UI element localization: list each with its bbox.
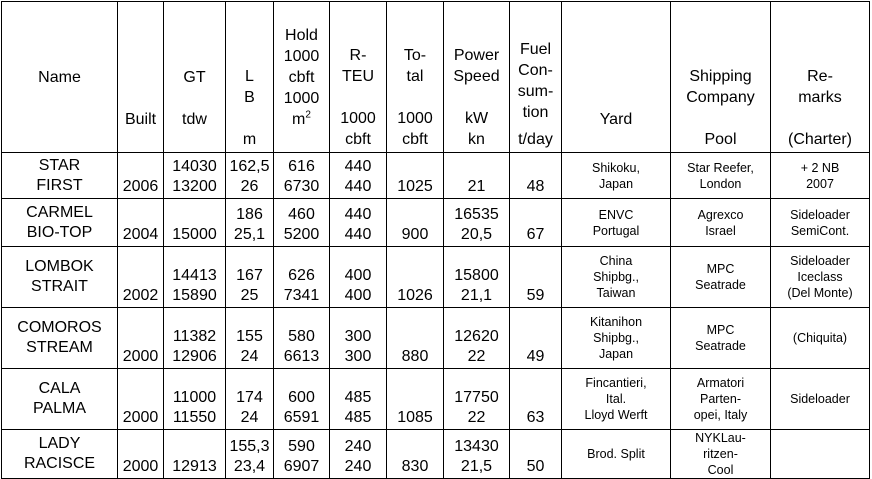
- cell-gt-line: [166, 437, 223, 457]
- cell-yard-line: Shipbg.,: [593, 270, 639, 284]
- cell-power-line: 21,5: [460, 458, 493, 475]
- header-text: Pool: [704, 131, 737, 148]
- cell-lb-line: 162,5: [229, 158, 270, 175]
- cell-power-line: 22: [467, 348, 486, 365]
- cell-yard: [562, 308, 671, 369]
- cell-rteu-line: 485: [344, 389, 372, 406]
- header-text: Company: [686, 89, 755, 106]
- cell-gt-line: 14413: [172, 267, 217, 284]
- cell-remarks-line: Iceclass: [797, 270, 843, 284]
- cell-yard-line: Brod. Split: [587, 447, 645, 461]
- cell-remarks-line: Sideloader: [790, 207, 850, 222]
- header-text: Re-: [807, 68, 833, 85]
- cell-lb-line: 25: [240, 287, 259, 304]
- header-text: cbft: [402, 131, 428, 148]
- header-text: kn: [468, 131, 485, 148]
- cell-remarks: [771, 247, 870, 308]
- cell-shipping-line: Seatrade: [695, 339, 746, 353]
- cell-fuel: [510, 430, 562, 479]
- cell-shipping-line: Parten-: [700, 392, 741, 406]
- header-remarks: [771, 2, 870, 153]
- table-body: [2, 153, 870, 479]
- cell-gt-line: 11382: [172, 328, 217, 345]
- cell-shipping: [671, 308, 771, 369]
- cell-rteu-line: 300: [344, 328, 372, 345]
- cell-name-line: COMOROS: [17, 319, 102, 336]
- cell-shipping-line: Star Reefer,: [687, 160, 754, 175]
- cell-total: [387, 369, 444, 430]
- header-text: t/day: [518, 131, 553, 148]
- header-name: [2, 2, 118, 153]
- cell-lb-line: 186: [236, 206, 263, 223]
- table-row: [2, 369, 870, 430]
- cell-shipping: [671, 369, 771, 430]
- cell-lb-line: 26: [240, 178, 259, 195]
- cell-hold-line: 6613: [283, 348, 320, 365]
- header-spacer: [673, 108, 768, 129]
- cell-yard-line: Taiwan: [596, 286, 636, 300]
- cell-power-line: 12620: [454, 328, 499, 345]
- cell-power-line: 21,1: [460, 287, 493, 304]
- header-spacer: [773, 108, 867, 129]
- cell-built-value: 2000: [122, 409, 159, 426]
- cell-yard-line: Fincantieri,: [585, 376, 647, 390]
- header-text: 1000: [397, 110, 433, 127]
- header-text: R-: [349, 47, 367, 64]
- header-text: marks: [798, 89, 842, 106]
- cell-total-value: 880: [401, 348, 429, 365]
- cell-name-line: FIRST: [36, 176, 83, 194]
- header-spacer: [228, 108, 271, 129]
- cell-built: [118, 247, 164, 308]
- header-text: Speed: [453, 68, 500, 85]
- cell-hold-line: 460: [288, 206, 315, 223]
- cell-total: [387, 430, 444, 479]
- header-text: 1000: [283, 90, 320, 107]
- cell-yard: [562, 430, 671, 479]
- cell-rteu-line: 440: [344, 226, 372, 243]
- cell-gt: [164, 369, 226, 430]
- cell-remarks-line: (Chiquita): [792, 331, 848, 345]
- cell-rteu: [330, 153, 387, 199]
- cell-shipping: [671, 430, 771, 479]
- cell-yard: [562, 199, 671, 247]
- cell-gt-line: 11550: [172, 409, 217, 426]
- cell-lb-line: 23,4: [233, 458, 266, 475]
- cell-name-line: LOMBOK: [25, 258, 94, 275]
- cell-yard-line: Shikoku,: [592, 160, 640, 175]
- cell-hold: [274, 247, 330, 308]
- table-row: [2, 247, 870, 308]
- cell-rteu-line: 440: [344, 206, 372, 223]
- cell-power-line: 16535: [454, 206, 499, 223]
- cell-shipping: [671, 153, 771, 199]
- header-text: B: [244, 89, 255, 106]
- cell-remarks-line: + 2 NB: [800, 160, 840, 175]
- cell-lb-line: 24: [240, 348, 259, 365]
- header-spacer: [446, 87, 507, 108]
- cell-lb-line: 167: [236, 267, 263, 284]
- cell-power-line: 21: [467, 178, 486, 195]
- cell-power-line: 22: [467, 409, 486, 426]
- cell-fuel: [510, 308, 562, 369]
- cell-gt-line: 12913: [172, 458, 217, 475]
- cell-name: [2, 247, 118, 308]
- cell-rteu-line: 240: [344, 438, 372, 455]
- cell-remarks-line: (Del Monte): [787, 286, 853, 300]
- cell-remarks-line: 2007: [806, 176, 834, 191]
- cell-hold-line: 6730: [283, 178, 320, 195]
- cell-gt: [164, 199, 226, 247]
- header-text: tdw: [182, 111, 207, 128]
- table-row: [2, 430, 870, 479]
- cell-shipping-line: Cool: [707, 463, 734, 477]
- cell-shipping-line: Armatori: [696, 376, 745, 390]
- cell-shipping-line: Agrexco: [697, 207, 744, 222]
- header-text: TEU: [342, 68, 374, 85]
- header-spacer: [389, 87, 441, 108]
- cell-shipping-line: MPC: [706, 262, 735, 276]
- cell-rteu: [330, 308, 387, 369]
- cell-yard-line: Portugal: [592, 223, 640, 238]
- cell-remarks-line: SemiCont.: [790, 223, 850, 238]
- cell-remarks: [771, 153, 870, 199]
- ships-table: [1, 1, 870, 479]
- header-shipping: [671, 2, 771, 153]
- cell-shipping-line: opei, Italy: [693, 408, 748, 422]
- header-power: [444, 2, 510, 153]
- cell-name-line: STRAIT: [31, 278, 88, 295]
- cell-lb: [226, 308, 274, 369]
- cell-total-value: 900: [401, 226, 429, 243]
- cell-gt: [164, 247, 226, 308]
- cell-rteu-line: 400: [344, 267, 372, 284]
- table-row: [2, 153, 870, 199]
- header-text: Hold: [285, 27, 318, 44]
- cell-power-line: 13430: [454, 438, 499, 455]
- cell-yard-line: Japan: [598, 347, 634, 361]
- cell-gt-line: 15000: [172, 226, 217, 243]
- header-text: Built: [124, 111, 157, 128]
- cell-shipping-line: London: [699, 176, 742, 191]
- cell-remarks: [771, 369, 870, 430]
- cell-hold-line: 6591: [283, 409, 320, 426]
- header-text: L: [245, 68, 254, 85]
- cell-yard-line: Shipbg.,: [593, 331, 639, 345]
- cell-total-value: 830: [401, 458, 429, 475]
- header-text: Yard: [599, 111, 633, 128]
- cell-rteu: [330, 247, 387, 308]
- header-hold: [274, 2, 330, 153]
- cell-built-value: 2006: [122, 178, 159, 195]
- cell-hold-line: 7341: [283, 287, 320, 304]
- cell-rteu-line: 400: [344, 287, 372, 304]
- cell-name: [2, 153, 118, 199]
- cell-fuel: [510, 247, 562, 308]
- cell-power-line: [446, 157, 507, 177]
- cell-yard-line: Japan: [598, 176, 634, 191]
- cell-total: [387, 247, 444, 308]
- cell-lb-line: 155: [236, 328, 263, 345]
- cell-name-line: CARMEL: [26, 203, 93, 221]
- header-text: m: [242, 131, 257, 148]
- cell-shipping: [671, 199, 771, 247]
- cell-gt: [164, 153, 226, 199]
- cell-power-line: 20,5: [460, 226, 493, 243]
- cell-rteu: [330, 199, 387, 247]
- cell-rteu: [330, 369, 387, 430]
- cell-hold: [274, 153, 330, 199]
- cell-yard-line: Lloyd Werft: [584, 408, 648, 422]
- cell-rteu-line: 440: [344, 178, 372, 195]
- cell-hold: [274, 308, 330, 369]
- cell-gt-line: 11000: [172, 389, 217, 406]
- cell-name-line: RACISCE: [23, 455, 96, 472]
- cell-hold-line: 580: [288, 328, 315, 345]
- cell-hold-line: 626: [288, 267, 315, 284]
- cell-built: [118, 430, 164, 479]
- cell-gt-line: 13200: [172, 178, 217, 195]
- cell-built: [118, 153, 164, 199]
- cell-gt-line: [166, 205, 223, 225]
- cell-remarks: [771, 199, 870, 247]
- cell-lb: [226, 369, 274, 430]
- cell-name: [2, 369, 118, 430]
- header-text: cbft: [345, 131, 371, 148]
- cell-power: [444, 247, 510, 308]
- header-text: kW: [464, 110, 489, 127]
- cell-power: [444, 308, 510, 369]
- cell-lb-line: 25,1: [233, 226, 266, 243]
- cell-remarks: [771, 308, 870, 369]
- header-fuel: [510, 2, 562, 153]
- header-row: [2, 2, 870, 153]
- header-rteu: [330, 2, 387, 153]
- cell-hold: [274, 199, 330, 247]
- cell-yard: [562, 369, 671, 430]
- cell-shipping-line: ritzen-: [703, 447, 738, 461]
- cell-yard-line: Ital.: [605, 392, 627, 406]
- header-text: sum-: [517, 83, 554, 100]
- header-text: To-: [403, 47, 427, 64]
- cell-power-line: 15800: [454, 267, 499, 284]
- cell-rteu-line: 485: [344, 409, 372, 426]
- cell-fuel-value: 59: [526, 287, 545, 304]
- header-text: Power: [453, 47, 500, 64]
- cell-power: [444, 199, 510, 247]
- header-total: [387, 2, 444, 153]
- cell-fuel: [510, 199, 562, 247]
- header-text: 1000: [340, 110, 376, 127]
- cell-lb: [226, 247, 274, 308]
- cell-name-line: STREAM: [26, 339, 93, 356]
- cell-hold-line: 6907: [283, 458, 320, 475]
- header-spacer: [166, 88, 223, 109]
- header-gt: [164, 2, 226, 153]
- cell-hold-line: 590: [288, 438, 315, 455]
- cell-rteu-line: 300: [344, 348, 372, 365]
- header-text: 1000: [283, 48, 320, 65]
- cell-fuel-value: 50: [526, 458, 545, 475]
- cell-name: [2, 199, 118, 247]
- cell-yard-line: Kitanihon: [589, 315, 643, 329]
- cell-built: [118, 369, 164, 430]
- header-text: (Charter): [787, 131, 852, 148]
- cell-fuel: [510, 369, 562, 430]
- header-text: $m^2$: [292, 109, 311, 128]
- cell-total: [387, 199, 444, 247]
- cell-fuel-value: 48: [526, 178, 545, 195]
- cell-name-line: LADY: [38, 435, 81, 452]
- cell-power: [444, 430, 510, 479]
- cell-shipping: [671, 247, 771, 308]
- header-text: Shipping: [689, 68, 752, 85]
- header-text: tal: [406, 68, 424, 85]
- table-row: [2, 308, 870, 369]
- table-row: [2, 199, 870, 247]
- cell-lb-line: 24: [240, 409, 259, 426]
- cell-fuel-value: 63: [526, 409, 545, 426]
- cell-yard-line: ENVC: [598, 207, 634, 222]
- cell-built-value: 2004: [122, 226, 159, 243]
- cell-fuel: [510, 153, 562, 199]
- cell-rteu: [330, 430, 387, 479]
- cell-total: [387, 153, 444, 199]
- cell-lb: [226, 153, 274, 199]
- cell-gt: [164, 430, 226, 479]
- cell-lb: [226, 430, 274, 479]
- cell-power: [444, 369, 510, 430]
- header-spacer: [332, 87, 384, 108]
- cell-total: [387, 308, 444, 369]
- cell-power-line: 17750: [454, 389, 499, 406]
- cell-yard-line: China: [599, 254, 633, 268]
- cell-built-value: 2000: [122, 348, 159, 365]
- cell-name-line: PALMA: [32, 400, 87, 417]
- cell-power: [444, 153, 510, 199]
- cell-shipping-line: MPC: [706, 323, 735, 337]
- cell-gt: [164, 308, 226, 369]
- header-text: cbft: [288, 69, 315, 86]
- cell-gt-line: 15890: [172, 287, 217, 304]
- header-lb: [226, 2, 274, 153]
- cell-built: [118, 308, 164, 369]
- cell-fuel-value: 49: [526, 348, 545, 365]
- cell-yard: [562, 153, 671, 199]
- cell-hold: [274, 369, 330, 430]
- cell-gt-line: 14030: [172, 158, 217, 175]
- cell-built-value: 2000: [122, 458, 159, 475]
- header-text: Fuel: [519, 41, 552, 58]
- cell-remarks-line: Sideloader: [790, 392, 850, 406]
- cell-lb-line: 174: [236, 389, 263, 406]
- cell-remarks-line: [773, 446, 867, 462]
- header-text: tion: [522, 104, 549, 121]
- cell-name: [2, 430, 118, 479]
- header-yard: [562, 2, 671, 153]
- cell-hold: [274, 430, 330, 479]
- cell-remarks: [771, 430, 870, 479]
- cell-built: [118, 199, 164, 247]
- cell-total-value: 1085: [397, 409, 433, 426]
- cell-remarks-line: Sideloader: [790, 254, 850, 268]
- cell-name-line: STAR: [38, 156, 81, 174]
- header-built: [118, 2, 164, 153]
- cell-hold-line: 5200: [283, 226, 320, 243]
- cell-shipping-line: NYKLau-: [695, 431, 746, 445]
- cell-hold-line: 616: [288, 158, 315, 175]
- cell-total-value: 1026: [397, 287, 433, 304]
- cell-name: [2, 308, 118, 369]
- header-text: Name: [38, 68, 81, 86]
- cell-built-value: 2002: [122, 287, 159, 304]
- cell-rteu-line: 440: [344, 158, 372, 175]
- cell-fuel-value: 67: [526, 226, 545, 243]
- cell-rteu-line: 240: [344, 458, 372, 475]
- cell-shipping-line: Israel: [705, 223, 736, 238]
- cell-gt-line: 12906: [172, 348, 217, 365]
- cell-hold-line: 600: [288, 389, 315, 406]
- cell-yard: [562, 247, 671, 308]
- cell-lb: [226, 199, 274, 247]
- header-text: GT: [183, 69, 206, 86]
- cell-total-value: 1025: [397, 178, 433, 195]
- cell-name-line: BIO-TOP: [26, 223, 93, 241]
- cell-shipping-line: Seatrade: [695, 278, 746, 292]
- cell-lb-line: 155,3: [229, 438, 270, 455]
- cell-name-line: CALA: [38, 380, 81, 397]
- header-text: Con-: [518, 62, 553, 79]
